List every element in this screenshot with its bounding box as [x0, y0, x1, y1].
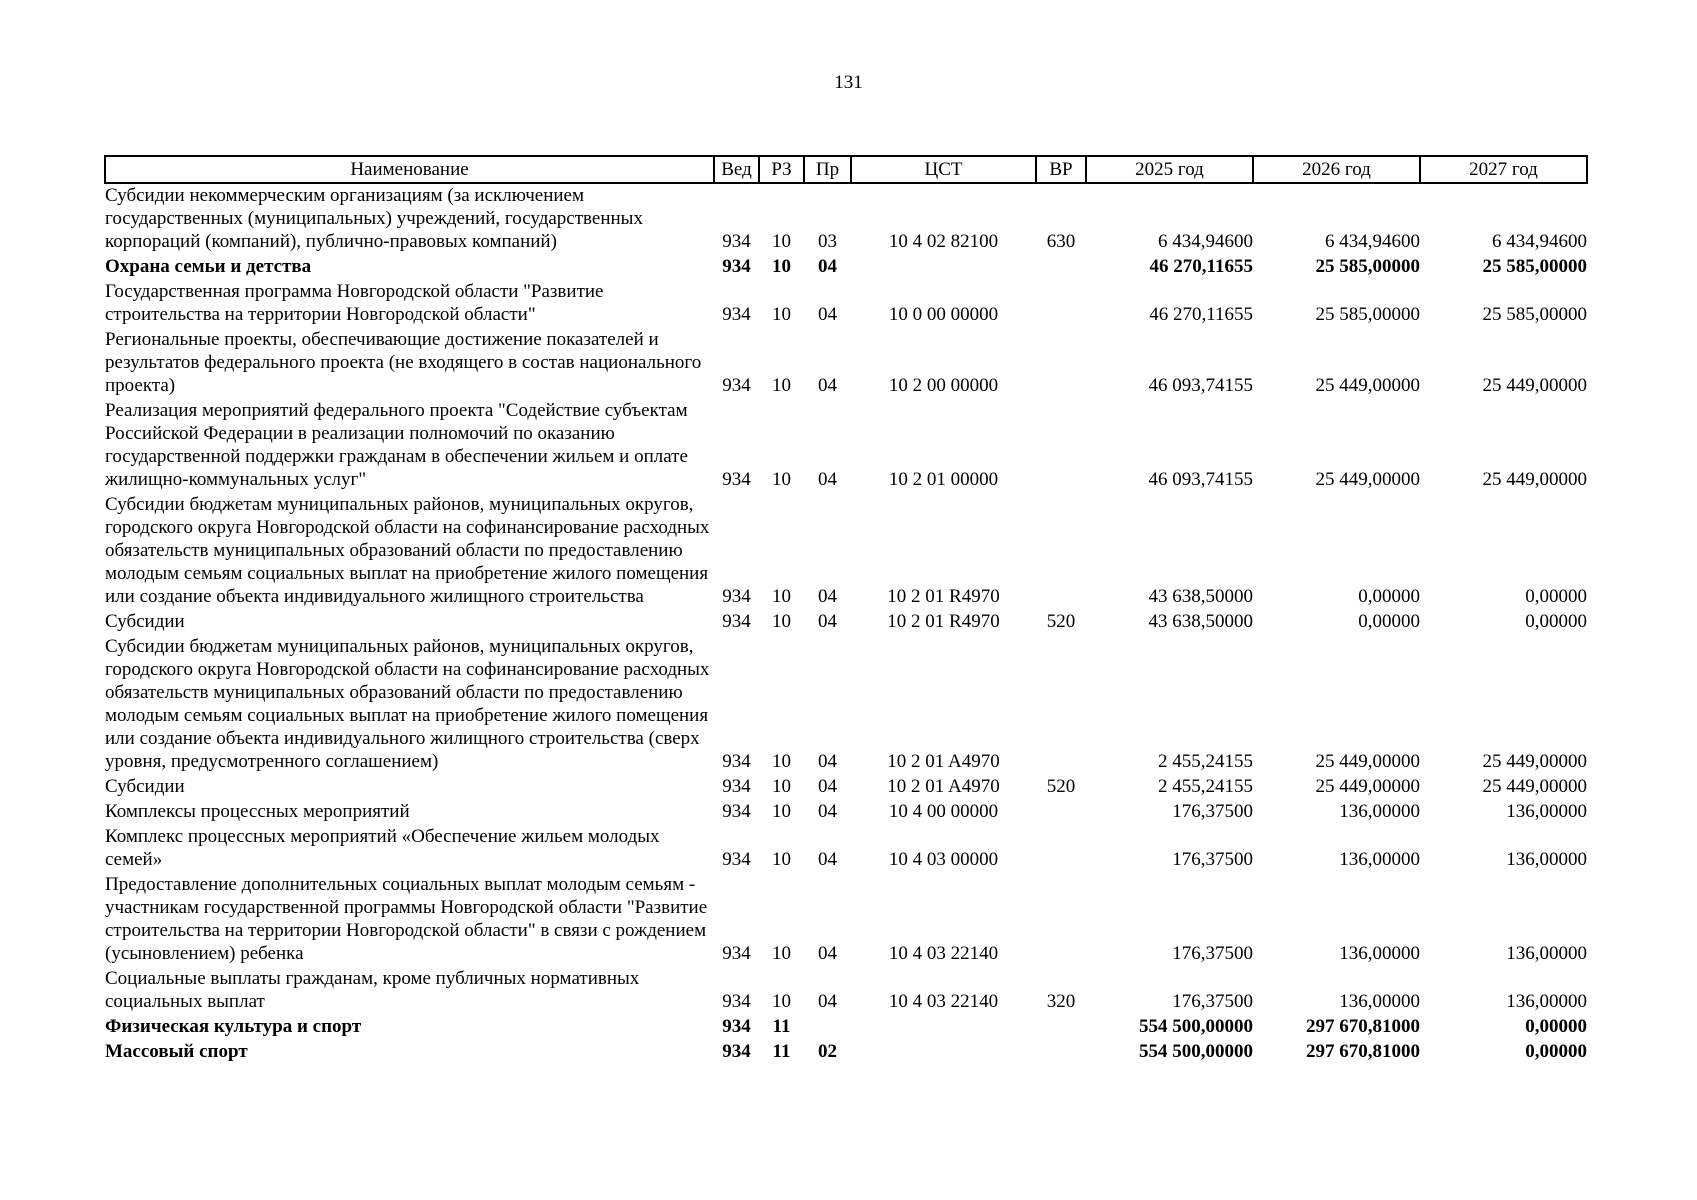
- cell-vr: [1036, 825, 1086, 873]
- page-number: 131: [834, 72, 863, 93]
- cell-vr: [1036, 1015, 1086, 1040]
- cell-pr: 02: [818, 1041, 837, 1062]
- cell-2026: 6 434,94600: [1325, 231, 1420, 252]
- cell-2026: 136,00000: [1339, 943, 1420, 964]
- cell-name: Комплексы процессных мероприятий: [105, 801, 410, 822]
- cell-cst: 10 4 03 22140: [888, 991, 999, 1012]
- table-row: [105, 873, 1587, 967]
- header-cst: ЦСТ: [851, 156, 1036, 183]
- cell-2025: 176,37500: [1172, 801, 1253, 822]
- cell-name: Субсидии: [105, 776, 185, 797]
- table-row: [105, 635, 1587, 775]
- cell-pr: 04: [818, 849, 837, 870]
- cell-rz: 11: [772, 1016, 791, 1037]
- cell-2025: 46 093,74155: [1148, 469, 1253, 490]
- cell-rz: 10: [772, 304, 791, 325]
- cell-rz: 10: [772, 943, 791, 964]
- cell-2025: 176,37500: [1172, 943, 1253, 964]
- cell-cst: 10 0 00 00000: [888, 304, 999, 325]
- table-row: [105, 610, 1587, 635]
- cell-vr: [1036, 255, 1086, 280]
- cell-2027: 136,00000: [1506, 849, 1587, 870]
- cell-cst: 10 2 01 A4970: [887, 776, 1000, 797]
- cell-vr: [1036, 280, 1086, 328]
- cell-ved: 934: [722, 611, 751, 632]
- cell-cst: 10 4 00 00000: [888, 801, 999, 822]
- cell-pr: 04: [818, 469, 837, 490]
- cell-rz: 10: [772, 231, 791, 252]
- cell-pr: 04: [818, 943, 837, 964]
- cell-cst: 10 2 01 00000: [888, 469, 999, 490]
- cell-ved: 934: [722, 751, 751, 772]
- cell-2025: 2 455,24155: [1158, 751, 1253, 772]
- table-row: [105, 1015, 1587, 1040]
- cell-2025: 176,37500: [1172, 991, 1253, 1012]
- cell-2026: 0,00000: [1358, 586, 1420, 607]
- cell-rz: 10: [772, 586, 791, 607]
- cell-pr: 03: [818, 231, 837, 252]
- cell-2026: 136,00000: [1339, 849, 1420, 870]
- cell-name: Охрана семьи и детства: [105, 256, 312, 277]
- table-row: [105, 493, 1587, 610]
- header-2025: 2025 год: [1086, 156, 1253, 183]
- cell-rz: 10: [772, 611, 791, 632]
- header-name: Наименование: [105, 156, 714, 183]
- cell-ved: 934: [722, 849, 751, 870]
- cell-2027: 25 449,00000: [1482, 776, 1587, 797]
- cell-cst: 10 2 01 A4970: [887, 751, 1000, 772]
- table-row: [105, 328, 1587, 399]
- table-row: [105, 775, 1587, 800]
- cell-cst: [851, 1040, 1036, 1065]
- cell-rz: 10: [772, 375, 791, 396]
- cell-2026: 25 449,00000: [1315, 776, 1420, 797]
- cell-ved: 934: [722, 943, 751, 964]
- header-rz: РЗ: [759, 156, 804, 183]
- cell-ved: 934: [722, 776, 751, 797]
- cell-2025: 43 638,50000: [1148, 586, 1253, 607]
- cell-name: Предоставление дополнительных социальных выплат молодым семьям - участникам государственной программы Новгородской области "Развитие строительства на территории Новгородской области" в связи с рождением (усыновлением) ребенка: [105, 874, 708, 964]
- cell-ved: 934: [722, 801, 751, 822]
- cell-rz: 10: [772, 991, 791, 1012]
- cell-rz: 10: [772, 469, 791, 490]
- table-row: [105, 255, 1587, 280]
- cell-cst: 10 2 01 R4970: [887, 586, 1000, 607]
- cell-pr: 04: [818, 586, 837, 607]
- cell-pr: 04: [818, 991, 837, 1012]
- cell-pr: 04: [818, 256, 837, 277]
- cell-pr: 04: [818, 375, 837, 396]
- header-pr: Пр: [804, 156, 851, 183]
- cell-ved: 934: [722, 375, 751, 396]
- cell-2027: 25 585,00000: [1482, 304, 1587, 325]
- cell-name: Субсидии: [105, 611, 185, 632]
- cell-vr: [1036, 635, 1086, 775]
- cell-vr: [1036, 873, 1086, 967]
- cell-2027: 25 449,00000: [1482, 751, 1587, 772]
- cell-cst: [851, 1015, 1036, 1040]
- cell-cst: 10 4 03 22140: [888, 943, 999, 964]
- cell-2027: 136,00000: [1506, 801, 1587, 822]
- cell-pr: 04: [818, 751, 837, 772]
- cell-rz: 10: [772, 801, 791, 822]
- cell-ved: 934: [722, 991, 751, 1012]
- table-row: [105, 280, 1587, 328]
- cell-2027: 0,00000: [1525, 586, 1587, 607]
- cell-2026: 25 585,00000: [1315, 304, 1420, 325]
- cell-2026: 0,00000: [1358, 611, 1420, 632]
- cell-pr: 04: [818, 776, 837, 797]
- cell-ved: 934: [722, 1016, 751, 1037]
- header-2027: 2027 год: [1420, 156, 1587, 183]
- cell-2025: 554 500,00000: [1139, 1041, 1253, 1062]
- header-ved: Вед: [714, 156, 759, 183]
- cell-rz: 10: [772, 776, 791, 797]
- cell-2027: 25 449,00000: [1482, 469, 1587, 490]
- cell-2027: 0,00000: [1525, 1016, 1587, 1037]
- cell-vr: [1036, 800, 1086, 825]
- table-row: [105, 825, 1587, 873]
- cell-name: Субсидии бюджетам муниципальных районов, муниципальных округов, городского округа Новгородской области на софинансирование расходных обязательств муниципальных образований области по предоставлению молодым семьям социальных выплат на приобретение жилого помещения или создание объекта индивидуального жилищного строительства (сверх уровня, предусмотренного соглашением): [105, 636, 710, 772]
- table-row: [105, 399, 1587, 493]
- cell-name: Комплекс процессных мероприятий «Обеспечение жильем молодых семей»: [105, 826, 660, 870]
- cell-2027: 136,00000: [1506, 943, 1587, 964]
- cell-vr: [1036, 399, 1086, 493]
- cell-2025: 2 455,24155: [1158, 776, 1253, 797]
- cell-2027: 25 449,00000: [1482, 375, 1587, 396]
- cell-rz: 10: [772, 751, 791, 772]
- cell-ved: 934: [722, 469, 751, 490]
- cell-2025: 6 434,94600: [1158, 231, 1253, 252]
- cell-rz: 11: [772, 1041, 791, 1062]
- cell-name: Субсидии бюджетам муниципальных районов, муниципальных округов, городского округа Новгородской области на софинансирование расходных обязательств муниципальных образований области по предоставлению молодым семьям социальных выплат на приобретение жилого помещения или создание объекта индивидуального жилищного строительства: [105, 494, 710, 607]
- cell-vr: [1036, 1040, 1086, 1065]
- cell-name: Массовый спорт: [105, 1041, 248, 1062]
- cell-2025: 176,37500: [1172, 849, 1253, 870]
- cell-name: Социальные выплаты гражданам, кроме публичных нормативных социальных выплат: [105, 968, 640, 1012]
- cell-ved: 934: [722, 231, 751, 252]
- cell-pr: 04: [818, 801, 837, 822]
- cell-2025: 43 638,50000: [1148, 611, 1253, 632]
- cell-2026: 297 670,81000: [1306, 1016, 1420, 1037]
- cell-2025: 46 270,11655: [1149, 256, 1253, 277]
- cell-2027: 25 585,00000: [1482, 256, 1587, 277]
- cell-vr: 520: [1046, 611, 1076, 632]
- cell-2026: 25 449,00000: [1315, 375, 1420, 396]
- cell-rz: 10: [772, 849, 791, 870]
- cell-2027: 0,00000: [1525, 1041, 1587, 1062]
- table-row: [105, 183, 1587, 255]
- cell-2026: 136,00000: [1339, 991, 1420, 1012]
- cell-name: Субсидии некоммерческим организациям (за исключением государственных (муниципальных) учреждений, государственных корпораций (компаний), публично-правовых компаний): [105, 185, 643, 252]
- cell-vr: 630: [1046, 231, 1076, 252]
- table-row: [105, 1040, 1587, 1065]
- cell-2026: 25 449,00000: [1315, 751, 1420, 772]
- cell-2026: 25 449,00000: [1315, 469, 1420, 490]
- budget-table: [104, 155, 1588, 1065]
- cell-cst: 10 4 03 00000: [888, 849, 999, 870]
- cell-2027: 136,00000: [1506, 991, 1587, 1012]
- cell-2025: 46 270,11655: [1149, 304, 1253, 325]
- cell-vr: 520: [1046, 776, 1076, 797]
- cell-2026: 136,00000: [1339, 801, 1420, 822]
- cell-cst: [851, 255, 1036, 280]
- header-2026: 2026 год: [1253, 156, 1420, 183]
- cell-ved: 934: [722, 256, 751, 277]
- cell-vr: [1036, 493, 1086, 610]
- cell-vr: [1036, 328, 1086, 399]
- cell-pr: 04: [818, 304, 837, 325]
- cell-ved: 934: [722, 304, 751, 325]
- cell-name: Физическая культура и спорт: [105, 1016, 362, 1037]
- table-header-row: [105, 156, 1587, 183]
- table-row: [105, 800, 1587, 825]
- header-vr: ВР: [1036, 156, 1086, 183]
- cell-cst: 10 2 00 00000: [888, 375, 999, 396]
- cell-ved: 934: [722, 586, 751, 607]
- cell-cst: 10 2 01 R4970: [887, 611, 1000, 632]
- cell-name: Региональные проекты, обеспечивающие достижение показателей и результатов федерального проекта (не входящего в состав национального проекта): [105, 329, 702, 396]
- cell-rz: 10: [772, 256, 791, 277]
- cell-cst: 10 4 02 82100: [888, 231, 999, 252]
- cell-name: Реализация мероприятий федерального проекта "Содействие субъектам Российской Федерации в реализации полномочий по оказанию государственной поддержки гражданам в обеспечении жильем и оплате жилищно-коммунальных услуг": [105, 400, 688, 490]
- table-body: [105, 183, 1587, 1065]
- cell-2026: 25 585,00000: [1315, 256, 1420, 277]
- cell-2026: 297 670,81000: [1306, 1041, 1420, 1062]
- cell-vr: 320: [1046, 991, 1076, 1012]
- cell-pr: 04: [818, 611, 837, 632]
- cell-pr: [804, 1015, 851, 1040]
- cell-2025: 46 093,74155: [1148, 375, 1253, 396]
- cell-name: Государственная программа Новгородской области "Развитие строительства на территории Новгородской области": [105, 281, 604, 325]
- cell-ved: 934: [722, 1041, 751, 1062]
- cell-2025: 554 500,00000: [1139, 1016, 1253, 1037]
- table-row: [105, 967, 1587, 1015]
- cell-2027: 6 434,94600: [1492, 231, 1587, 252]
- cell-2027: 0,00000: [1525, 611, 1587, 632]
